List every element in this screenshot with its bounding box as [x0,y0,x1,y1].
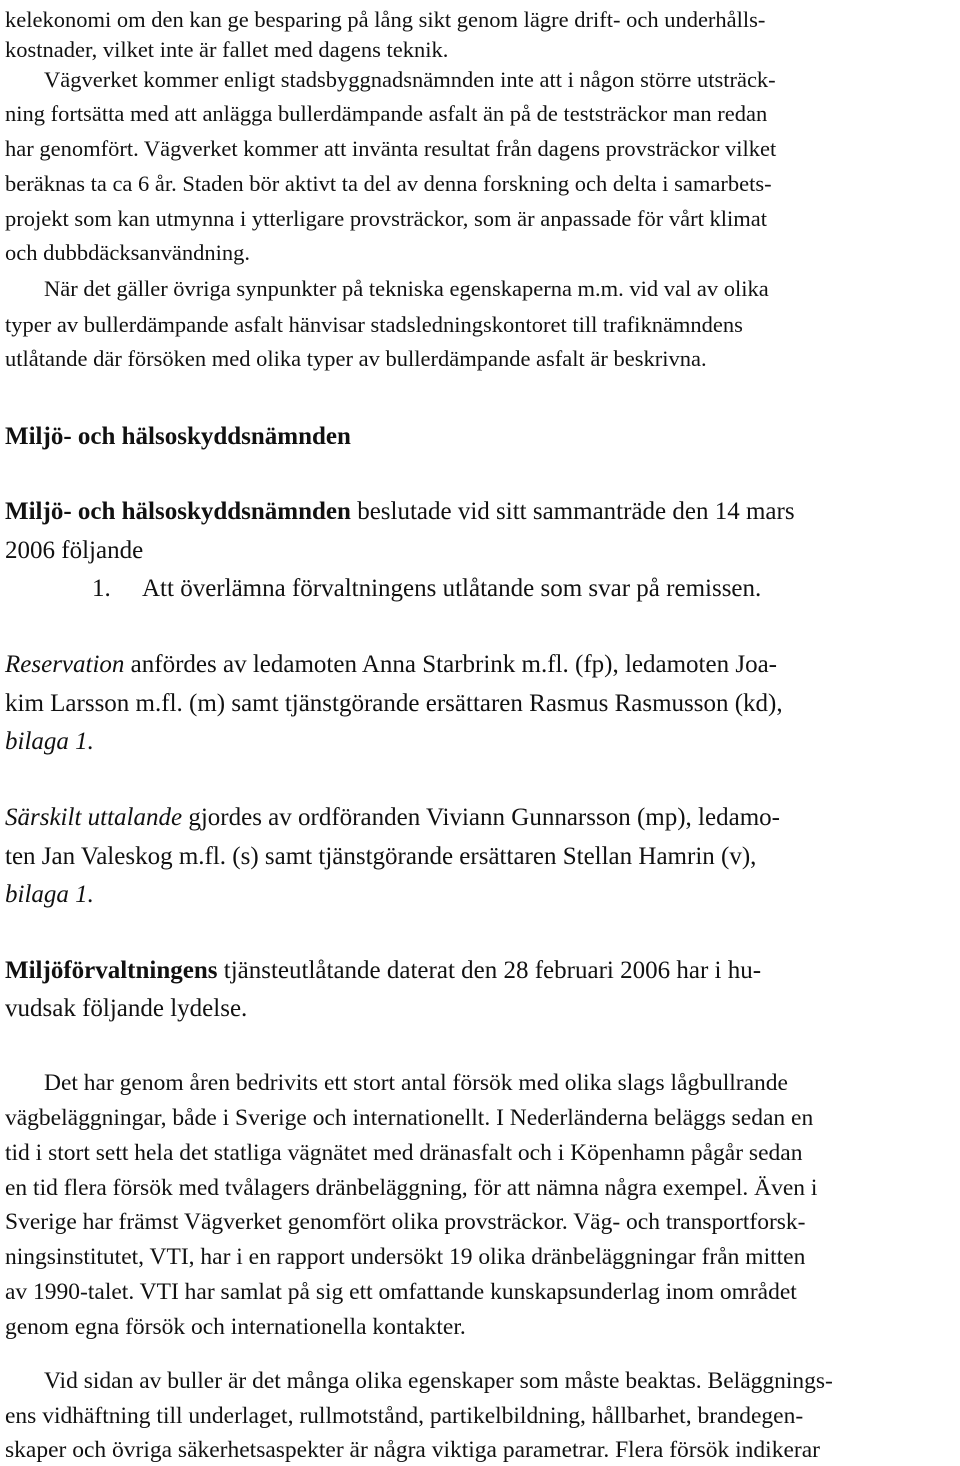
reservation-text: anfördes av ledamoten Anna Starbrink m.fl. (fp), ledamoten Joa- [124,651,777,678]
quoted-line: av 1990-talet. VTI har samlat på sig ett omfattande kunskapsunderlag inom området [5,1279,797,1305]
decision-line [5,496,795,528]
decision-committee-name: Miljö- och hälsoskyddsnämnden [5,498,351,525]
decision-line: 2006 följande [5,537,144,564]
body-line: beräknas ta ca 6 år. Staden bör aktivt ta del av denna forskning och delta i samarbets- [5,171,772,196]
office-name: Miljöförvaltningens [5,957,218,984]
quoted-line: ningsinstitutet, VTI, har i en rapport undersökt 19 olika dränbeläggningar från mitten [5,1244,806,1270]
reservation-line [5,649,777,681]
statement-line [5,802,780,834]
body-line: kelekonomi om den kan ge besparing på lång sikt genom lägre drift- och underhålls- [5,7,766,32]
office-line: vudsak följande lydelse. [5,995,248,1022]
body-line: har genomfört. Vägverket kommer att invänta resultat från dagens provsträckor vilket [5,136,777,161]
quoted-line: skaper och övriga säkerhetsaspekter är några viktiga parametrar. Flera försök indikerar [5,1437,820,1463]
quoted-line: Vid sidan av buller är det många olika egenskaper som måste beaktas. Beläggnings- [44,1368,833,1394]
statement-attachment: bilaga 1. [5,881,94,908]
statement-line: ten Jan Valeskog m.fl. (s) samt tjänstgörande ersättaren Stellan Hamrin (v), [5,843,757,870]
reservation-attachment: bilaga 1. [5,728,94,755]
quoted-line: Det har genom åren bedrivits ett stort antal försök med olika slags lågbullrande [44,1070,788,1096]
statement-text: gjordes av ordföranden Viviann Gunnarsson (mp), ledamo- [182,804,780,831]
reservation-line: kim Larsson m.fl. (m) samt tjänstgörande ersättaren Rasmus Rasmusson (kd), [5,690,783,717]
statement-label: Särskilt uttalande [5,804,183,831]
body-line: kostnader, vilket inte är fallet med dagens teknik. [5,37,449,62]
decision-text: beslutade vid sitt sammanträde den 14 mars [350,498,795,525]
body-line: projekt som kan utmynna i ytterligare provsträckor, som är anpassade för vårt klimat [5,206,768,231]
body-line: utlåtande där försöken med olika typer av bullerdämpande asfalt är beskrivna. [5,346,707,371]
section-heading: Miljö- och hälsoskyddsnämnden [5,423,351,450]
quoted-line: tid i stort sett hela det statliga vägnätet med dränasfalt och i Köpenhamn pågår sedan [5,1140,803,1166]
quoted-line: Sverige har främst Vägverket genomfört olika provsträckor. Väg- och transportforsk- [5,1209,806,1235]
quoted-line: genom egna försök och internationella kontakter. [5,1314,466,1340]
body-line: och dubbdäcksanvändning. [5,240,250,265]
quoted-line: vägbeläggningar, både i Sverige och internationellt. I Nederländerna beläggs sedan en [5,1105,814,1131]
body-line: Vägverket kommer enligt stadsbyggnadsnämnden inte att i någon större utsträck- [44,67,776,92]
body-line: När det gäller övriga synpunkter på tekniska egenskaperna m.m. vid val av olika [44,276,769,301]
reservation-label: Reservation [5,651,125,678]
quoted-line: ens vidhäftning till underlaget, rullmotstånd, partikelbildning, hållbarhet, brandegen- [5,1403,804,1429]
office-text: tjänsteutlåtande daterat den 28 februari 2006 har i hu- [217,957,762,984]
decision-item-number: 1. [92,575,111,602]
body-line: ning fortsätta med att anlägga bullerdämpande asfalt än på de teststräckor man redan [5,101,768,126]
quoted-line: en tid flera försök med tvålagers dränbeläggning, för att nämna några exempel. Även i [5,1175,818,1201]
decision-item-text: Att överlämna förvaltningens utlåtande som svar på remissen. [142,575,762,602]
body-line: typer av bullerdämpande asfalt hänvisar stadsledningskontoret till trafiknämndens [5,312,743,337]
office-line [5,955,761,987]
